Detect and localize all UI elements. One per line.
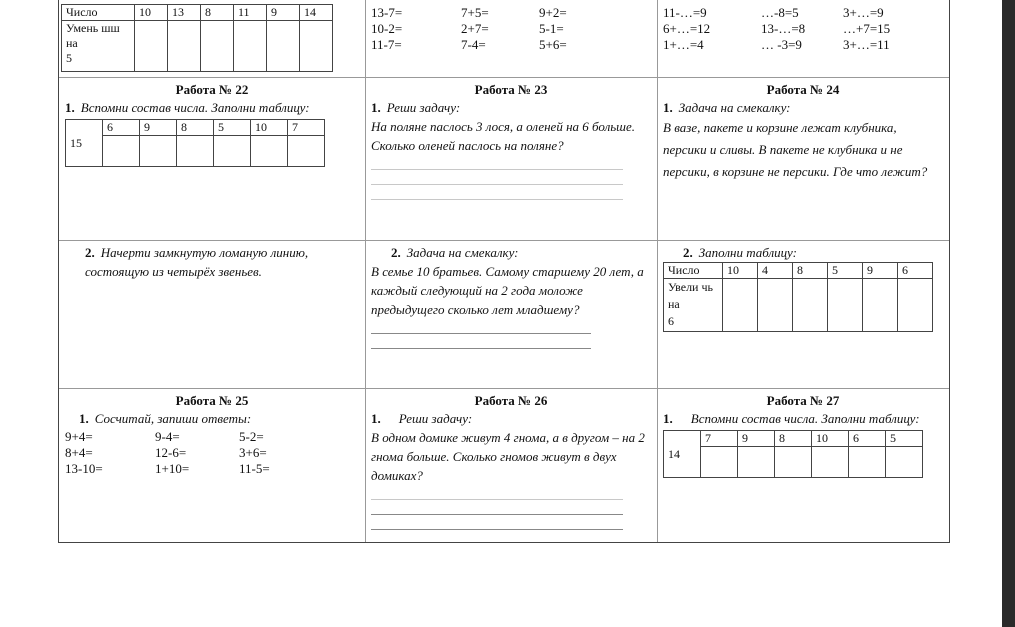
number-composition-table [663, 430, 923, 478]
table-value: 9 [738, 431, 775, 447]
table-value: 9 [267, 5, 300, 21]
empty-cell[interactable] [849, 447, 886, 478]
example: 5-2= [239, 428, 264, 444]
row-divider-1 [59, 77, 949, 78]
table-total: 15 [66, 120, 103, 167]
table-value: 8 [775, 431, 812, 447]
example: 3+6= [239, 444, 267, 460]
example: 13-10= [65, 460, 103, 476]
example: …+7=15 [843, 20, 891, 36]
row-label: Увели чь на [668, 280, 713, 311]
empty-cell[interactable] [234, 21, 267, 72]
examples-table [65, 428, 270, 476]
top-right-cell [657, 4, 949, 52]
task-number: 1. [371, 100, 381, 115]
work-24-task-1 [657, 80, 949, 240]
work-22-task-1 [59, 80, 365, 240]
example: 3+…=11 [843, 36, 890, 52]
empty-cell[interactable] [701, 447, 738, 478]
work-26 [365, 391, 657, 541]
task-instruction: Начерти замкнутую ломаную линию, состоящую из четырёх звеньев. [85, 245, 309, 279]
answer-line[interactable] [371, 485, 623, 500]
examples-table [371, 4, 567, 52]
table-value: 10 [812, 431, 849, 447]
work-27 [657, 391, 949, 541]
table-value: 7 [288, 120, 325, 136]
empty-cell[interactable] [177, 136, 214, 167]
table-value: 8 [201, 5, 234, 21]
task-text [65, 409, 359, 428]
work-title: Работа № 23 [474, 82, 548, 97]
table-value: 6 [898, 263, 933, 279]
example: 9+2= [539, 4, 567, 20]
row-label-cell [62, 21, 135, 72]
empty-cell[interactable] [140, 136, 177, 167]
task-body: В семье 10 братьев. Самому старшему 20 лет, а каждый следующий на 2 года моложе предыдущего сколько лет младшему? [371, 264, 644, 317]
row-label: Число [62, 5, 135, 21]
task-instruction: Реши задачу: [386, 100, 461, 115]
table-value: 11 [234, 5, 267, 21]
task-instruction: Задача на смекалку: [678, 100, 791, 115]
example: 7-4= [461, 36, 486, 52]
empty-cell[interactable] [863, 279, 898, 332]
work-22-task-2 [59, 243, 365, 388]
table-value: 8 [177, 120, 214, 136]
answer-line[interactable] [371, 155, 623, 170]
task-instruction: Заполни таблицу: [698, 245, 797, 260]
task-text [663, 409, 943, 428]
task-body: В одном домике живут 4 гнома, а в другом – на 2 гнома больше. Сколько гномов живут в двух домиках? [371, 430, 645, 483]
task-text [65, 243, 359, 281]
example: 11-7= [371, 36, 402, 52]
table-value: 8 [793, 263, 828, 279]
work-title: Работа № 25 [175, 393, 249, 408]
example: 5+6= [539, 36, 567, 52]
task-number: 1. [65, 100, 75, 115]
empty-cell[interactable] [828, 279, 863, 332]
answer-line[interactable] [371, 319, 591, 334]
answer-line[interactable] [371, 515, 623, 530]
table-value: 6 [849, 431, 886, 447]
row-divider-2 [59, 240, 949, 241]
work-24-task-2 [657, 243, 949, 388]
table-value: 10 [251, 120, 288, 136]
table-value: 10 [135, 5, 168, 21]
example: …-8=5 [761, 4, 799, 20]
table-value: 5 [886, 431, 923, 447]
answer-line[interactable] [371, 170, 623, 185]
example: 12-6= [155, 444, 187, 460]
work-23-task-2 [365, 243, 657, 388]
empty-cell[interactable] [267, 21, 300, 72]
example: 11-5= [239, 460, 270, 476]
empty-cell[interactable] [214, 136, 251, 167]
task-text [663, 243, 943, 262]
table-total: 14 [664, 431, 701, 478]
example: 1+…=4 [663, 36, 704, 52]
table-value: 4 [758, 263, 793, 279]
table-value: 6 [103, 120, 140, 136]
empty-cell[interactable] [288, 136, 325, 167]
example: 9-4= [155, 428, 180, 444]
empty-cell[interactable] [886, 447, 923, 478]
table-value: 13 [168, 5, 201, 21]
work-title: Работа № 26 [474, 393, 548, 408]
task-text [65, 98, 359, 117]
empty-cell[interactable] [168, 21, 201, 72]
example: 2+7= [461, 20, 489, 36]
task-number: 1. [371, 411, 381, 426]
task-instruction: Вспомни состав числа. Заполни таблицу: [690, 411, 920, 426]
task-number: 1. [79, 411, 89, 426]
table-value: 14 [300, 5, 333, 21]
example: 10-2= [371, 20, 403, 36]
row-label: Умень шш на [66, 21, 120, 50]
top-left-cell [59, 0, 365, 77]
answer-line[interactable] [371, 185, 623, 200]
top-mid-cell [365, 4, 657, 52]
empty-cell[interactable] [812, 447, 849, 478]
work-title: Работа № 22 [175, 82, 249, 97]
empty-cell[interactable] [300, 21, 333, 72]
example: 1+10= [155, 460, 190, 476]
example: 11-…=9 [663, 4, 707, 20]
task-number: 2. [85, 245, 95, 260]
example: 7+5= [461, 4, 489, 20]
empty-cell[interactable] [898, 279, 933, 332]
empty-cell[interactable] [135, 21, 168, 72]
empty-cell[interactable] [201, 21, 234, 72]
task-text [371, 243, 651, 262]
task-instruction: Реши задачу: [398, 411, 473, 426]
row-number: 5 [66, 51, 72, 65]
task-instruction: Вспомни состав числа. Заполни таблицу: [80, 100, 310, 115]
task-text [371, 98, 651, 117]
example: 9+4= [65, 428, 93, 444]
empty-cell[interactable] [103, 136, 140, 167]
increase-table [663, 262, 933, 332]
work-title: Работа № 27 [766, 393, 840, 408]
empty-cell[interactable] [738, 447, 775, 478]
task-number: 2. [683, 245, 693, 260]
table-value: 5 [828, 263, 863, 279]
task-number: 1. [663, 411, 673, 426]
work-23-task-1 [365, 80, 657, 240]
missing-number-table [663, 4, 890, 52]
row-number: 6 [668, 314, 674, 328]
row-label-cell [664, 279, 723, 332]
worksheet [58, 0, 950, 543]
task-body: В вазе, пакете и корзине лежат клубника, персики и сливы. В пакете не клубника и не персики, в корзине не персики. Где что лежит? [663, 120, 928, 179]
task-text [663, 98, 943, 117]
table-value: 10 [723, 263, 758, 279]
table-value: 9 [140, 120, 177, 136]
empty-cell[interactable] [775, 447, 812, 478]
row-label: Число [664, 263, 723, 279]
top-increase-table [61, 4, 333, 72]
example: 8+4= [65, 444, 93, 460]
example: 13-…=8 [761, 20, 806, 36]
task-body: На поляне паслось 3 лося, а оленей на 6 больше. Сколько оленей паслось на поляне? [371, 119, 635, 153]
example: 6+…=12 [663, 20, 711, 36]
answer-line[interactable] [371, 334, 591, 349]
work-title: Работа № 24 [766, 82, 840, 97]
empty-cell[interactable] [723, 279, 758, 332]
task-instruction: Сосчитай, запиши ответы: [94, 411, 252, 426]
empty-cell[interactable] [793, 279, 828, 332]
task-number: 1. [663, 100, 673, 115]
number-composition-table [65, 119, 325, 167]
answer-line[interactable] [371, 500, 623, 515]
table-value: 7 [701, 431, 738, 447]
table-value: 5 [214, 120, 251, 136]
work-25 [59, 391, 365, 541]
empty-cell[interactable] [251, 136, 288, 167]
task-instruction: Задача на смекалку: [406, 245, 519, 260]
empty-cell[interactable] [758, 279, 793, 332]
example: 5-1= [539, 20, 564, 36]
row-divider-3 [59, 388, 949, 389]
task-number: 2. [391, 245, 401, 260]
example: 13-7= [371, 4, 403, 20]
task-text [371, 409, 651, 428]
example: … -3=9 [761, 36, 802, 52]
table-value: 9 [863, 263, 898, 279]
example: 3+…=9 [843, 4, 884, 20]
